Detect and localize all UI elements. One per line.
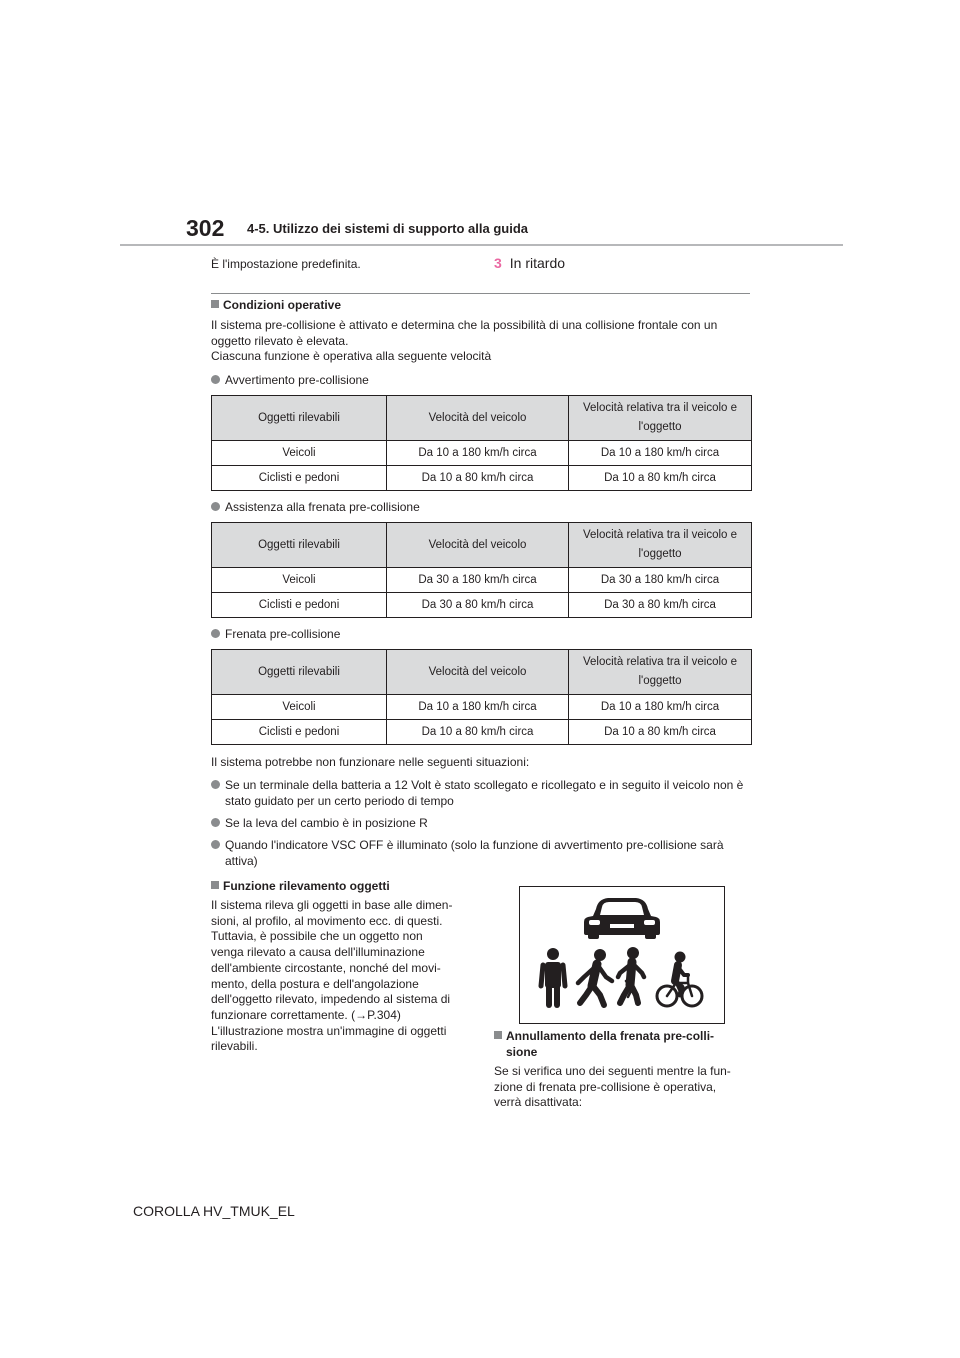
not-working-item-text: Quando l'indicatore VSC OFF è illuminato (solo la funzione di avvertimento pre-collisione sarà attiva) xyxy=(225,838,724,868)
step-number: 3 xyxy=(494,255,502,271)
header-rule xyxy=(120,244,843,246)
default-setting-note: È l'impostazione predefinita. xyxy=(211,257,361,271)
table-row: Ciclisti e pedoni Da 10 a 80 km/h circa Da 10 a 80 km/h circa xyxy=(212,720,752,745)
operating-conditions-text: Il sistema pre-collisione è attivato e determina che la possibilità di una collisione frontale con un oggetto rilevato è elevata. Ciascuna funzione è operativa alla seguente velocità xyxy=(211,318,718,364)
table-header: Oggetti rilevabili xyxy=(212,396,387,441)
square-bullet-icon xyxy=(211,881,219,889)
round-bullet-icon xyxy=(211,818,220,827)
detectable-objects-figure xyxy=(519,886,725,1024)
table-row: Veicoli Da 10 a 180 km/h circa Da 10 a 180 km/h circa xyxy=(212,441,752,466)
walking-pedestrian-icon xyxy=(578,949,612,1005)
step-item xyxy=(494,255,565,271)
cyclist-icon xyxy=(657,952,702,1007)
step-label: In ritardo xyxy=(509,255,566,271)
not-working-item-text: Se un terminale della batteria a 12 Volt è stato scollegato e ricollegato e in seguito il veicolo non è stato guidato per un certo periodo di tempo xyxy=(225,778,744,808)
not-working-item-text: Se la leva del cambio è in posizione R xyxy=(225,816,428,830)
bullet-warning: Avvertimento pre-collisione xyxy=(211,373,369,389)
table-row: Ciclisti e pedoni Da 30 a 80 km/h circa Da 30 a 80 km/h circa xyxy=(212,593,752,618)
footer-model-label: COROLLA HV_TMUK_EL xyxy=(133,1203,295,1219)
cancellation-text: Se si verifica uno dei seguenti mentre la fun- zione di frenata pre-collisione è operativa, verrà disattivata: xyxy=(494,1064,731,1110)
table-row: Veicoli Da 30 a 180 km/h circa Da 30 a 180 km/h circa xyxy=(212,568,752,593)
round-bullet-icon xyxy=(211,840,220,849)
car-icon xyxy=(584,898,660,939)
not-working-item xyxy=(211,778,225,794)
round-bullet-icon xyxy=(211,375,220,384)
table-row: Ciclisti e pedoni Da 10 a 80 km/h circa Da 10 a 80 km/h circa xyxy=(212,466,752,491)
braking-speed-table xyxy=(211,649,752,745)
section-divider xyxy=(211,293,750,294)
section-title: 4-5. Utilizzo dei sistemi di supporto alla guida xyxy=(247,221,528,236)
bullet-braking: Frenata pre-collisione xyxy=(211,627,340,643)
table-header: Velocità del veicolo xyxy=(387,523,569,568)
table-header: Oggetti rilevabili xyxy=(212,523,387,568)
object-detection-heading: Funzione rilevamento oggetti xyxy=(211,879,390,895)
table-header: Velocità relativa tra il veicolo e l'oggetto xyxy=(569,650,752,695)
walking-with-bicycle-icon xyxy=(618,947,644,1003)
round-bullet-icon xyxy=(211,502,220,511)
detectable-objects-illustration xyxy=(520,887,724,1023)
object-detection-text: Il sistema rileva gli oggetti in base alle dimen- sioni, al profilo, al movimento ecc. di questi. Tuttavia, è possibile che un oggetto non venga rilevato a causa dell'illuminazione dell'ambiente circostante, nonché del movi- mento, della postura e dell'angolazione dell'oggetto rilevato, impedendo al sistema di funzionare correttamente. (→P.304) L'illustrazione mostra un'immagine di oggetti rilevabili. xyxy=(211,898,453,1054)
table-header: Velocità relativa tra il veicolo e l'oggetto xyxy=(569,396,752,441)
table-row: Veicoli Da 10 a 180 km/h circa Da 10 a 180 km/h circa xyxy=(212,695,752,720)
brake-assist-speed-table xyxy=(211,522,752,618)
round-bullet-icon xyxy=(211,780,220,789)
not-working-item xyxy=(211,838,225,854)
warning-speed-table xyxy=(211,395,752,491)
page-number: 302 xyxy=(186,215,225,241)
table-header: Velocità del veicolo xyxy=(387,396,569,441)
standing-pedestrian-icon xyxy=(541,948,565,1005)
operating-conditions-heading: Condizioni operative xyxy=(211,298,751,314)
table-header: Velocità del veicolo xyxy=(387,650,569,695)
square-bullet-icon xyxy=(494,1031,502,1039)
bullet-brake-assist: Assistenza alla frenata pre-collisione xyxy=(211,500,420,516)
square-bullet-icon xyxy=(211,300,219,308)
not-working-intro: Il sistema potrebbe non funzionare nelle seguenti situazioni: xyxy=(211,755,530,769)
not-working-item xyxy=(211,816,225,832)
cancellation-heading: Annullamento della frenata pre-colli- sione xyxy=(494,1029,756,1060)
table-header: Oggetti rilevabili xyxy=(212,650,387,695)
round-bullet-icon xyxy=(211,629,220,638)
table-header: Velocità relativa tra il veicolo e l'oggetto xyxy=(569,523,752,568)
